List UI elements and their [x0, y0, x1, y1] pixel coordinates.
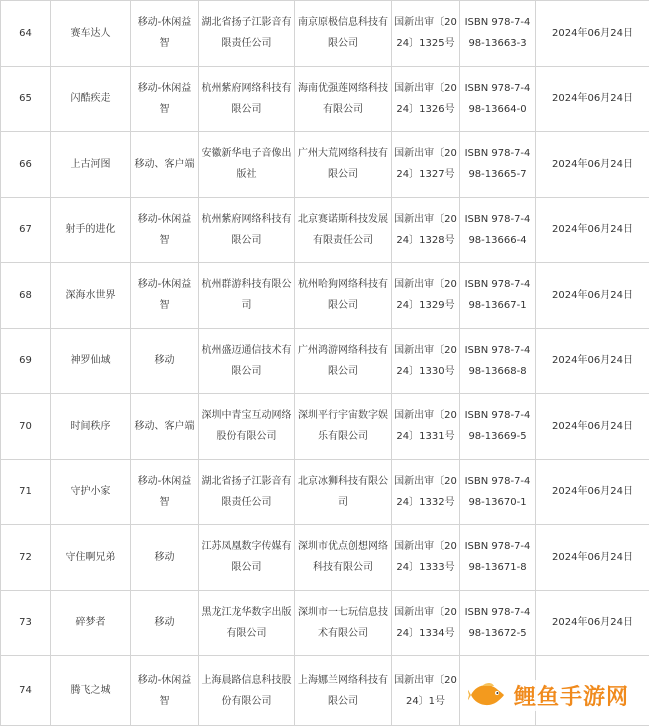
category-cell: 移动 — [131, 328, 199, 394]
operator-cell: 深圳平行宇宙数字娱乐有限公司 — [295, 394, 392, 460]
approval-number-cell: 国新出审〔2024〕1327号 — [392, 132, 460, 198]
category-cell: 移动-休闲益智 — [131, 656, 199, 726]
category-cell: 移动、客户端 — [131, 394, 199, 460]
row-number-cell: 72 — [1, 525, 51, 591]
operator-cell: 深圳市优点创想网络科技有限公司 — [295, 525, 392, 591]
publisher-cell: 上海晨路信息科技股份有限公司 — [199, 656, 295, 726]
operator-cell: 北京冰狮科技有限公司 — [295, 459, 392, 525]
approval-number-cell: 国新出审〔2024〕1332号 — [392, 459, 460, 525]
row-number-cell: 73 — [1, 590, 51, 656]
row-number-cell: 69 — [1, 328, 51, 394]
approval-date-cell: 2024年06月24日 — [536, 263, 649, 329]
table-row — [1, 328, 649, 394]
category-cell: 移动-休闲益智 — [131, 66, 199, 132]
approval-number-cell: 国新出审〔2024〕1334号 — [392, 590, 460, 656]
isbn-cell: ISBN 978-7-498-13663-3 — [460, 1, 536, 67]
site-watermark — [468, 675, 631, 715]
isbn-cell: ISBN 978-7-498-13664-0 — [460, 66, 536, 132]
game-name-cell: 守护小家 — [51, 459, 131, 525]
publisher-cell: 杭州紫府网络科技有限公司 — [199, 66, 295, 132]
game-name-cell: 碎梦者 — [51, 590, 131, 656]
approval-date-cell: 2024年06月24日 — [536, 1, 649, 67]
row-number-cell: 66 — [1, 132, 51, 198]
category-cell: 移动-休闲益智 — [131, 1, 199, 67]
table-row — [1, 132, 649, 198]
game-name-cell: 时间秩序 — [51, 394, 131, 460]
operator-cell: 广州大荒网络科技有限公司 — [295, 132, 392, 198]
approval-number-cell: 国新出审〔2024〕1325号 — [392, 1, 460, 67]
category-cell: 移动-休闲益智 — [131, 263, 199, 329]
isbn-cell: ISBN 978-7-498-13666-4 — [460, 197, 536, 263]
category-cell: 移动、客户端 — [131, 132, 199, 198]
row-number-cell: 70 — [1, 394, 51, 460]
approval-number-cell: 国新出审〔2024〕1333号 — [392, 525, 460, 591]
publisher-cell: 湖北省扬子江影音有限责任公司 — [199, 1, 295, 67]
operator-cell: 上海娜兰网络科技有限公司 — [295, 656, 392, 726]
approval-number-cell: 国新出审〔2024〕1331号 — [392, 394, 460, 460]
table-row — [1, 197, 649, 263]
approval-number-cell: 国新出审〔2024〕1329号 — [392, 263, 460, 329]
carp-fish-icon — [468, 680, 506, 710]
table-row — [1, 590, 649, 656]
publisher-cell: 湖北省扬子江影音有限责任公司 — [199, 459, 295, 525]
publisher-cell: 杭州群游科技有限公司 — [199, 263, 295, 329]
approval-number-cell: 国新出审〔2024〕1330号 — [392, 328, 460, 394]
table-row — [1, 263, 649, 329]
publisher-cell: 安徽新华电子音像出版社 — [199, 132, 295, 198]
isbn-cell: ISBN 978-7-498-13672-5 — [460, 590, 536, 656]
row-number-cell: 65 — [1, 66, 51, 132]
publisher-cell: 黑龙江龙华数字出版有限公司 — [199, 590, 295, 656]
approval-date-cell: 2024年06月24日 — [536, 459, 649, 525]
game-name-cell: 守住啊兄弟 — [51, 525, 131, 591]
publisher-cell: 杭州盛迈通信技术有限公司 — [199, 328, 295, 394]
approval-number-cell: 国新出审〔2024〕1326号 — [392, 66, 460, 132]
operator-cell: 广州鸿游网络科技有限公司 — [295, 328, 392, 394]
approval-number-cell: 国新出审〔2024〕1328号 — [392, 197, 460, 263]
isbn-cell: ISBN 978-7-498-13670-1 — [460, 459, 536, 525]
table-row — [1, 459, 649, 525]
publisher-cell: 深圳中青宝互动网络股份有限公司 — [199, 394, 295, 460]
approval-date-cell: 2024年06月24日 — [536, 394, 649, 460]
approval-date-cell: 2024年06月24日 — [536, 328, 649, 394]
table-row — [1, 525, 649, 591]
approval-date-cell: 2024年06月24日 — [536, 197, 649, 263]
game-name-cell: 射手的进化 — [51, 197, 131, 263]
table-row — [1, 1, 649, 67]
approval-date-cell: 2024年06月24日 — [536, 525, 649, 591]
table-row — [1, 394, 649, 460]
game-name-cell: 腾飞之城 — [51, 656, 131, 726]
operator-cell: 海南优强莲网络科技有限公司 — [295, 66, 392, 132]
table-body — [1, 1, 649, 726]
category-cell: 移动 — [131, 590, 199, 656]
approval-date-cell: 2024年06月24日 — [536, 590, 649, 656]
row-number-cell: 67 — [1, 197, 51, 263]
category-cell: 移动 — [131, 525, 199, 591]
table-row — [1, 66, 649, 132]
approval-date-cell: 2024年06月24日 — [536, 66, 649, 132]
row-number-cell: 71 — [1, 459, 51, 525]
publisher-cell: 江苏凤凰数字传媒有限公司 — [199, 525, 295, 591]
isbn-cell: ISBN 978-7-498-13669-5 — [460, 394, 536, 460]
game-name-cell: 闪酷疾走 — [51, 66, 131, 132]
isbn-cell: ISBN 978-7-498-13668-8 — [460, 328, 536, 394]
approval-number-cell: 国新出审〔2024〕1号 — [392, 656, 460, 726]
category-cell: 移动-休闲益智 — [131, 197, 199, 263]
isbn-cell: ISBN 978-7-498-13665-7 — [460, 132, 536, 198]
approval-date-cell: 2024年06月24日 — [536, 132, 649, 198]
operator-cell: 杭州哈狗网络科技有限公司 — [295, 263, 392, 329]
isbn-cell: ISBN 978-7-498-13671-8 — [460, 525, 536, 591]
operator-cell: 北京赛诺斯科技发展有限责任公司 — [295, 197, 392, 263]
isbn-cell: ISBN 978-7-498-13667-1 — [460, 263, 536, 329]
watermark-text: 鲤鱼手游网 — [512, 680, 631, 711]
game-name-cell: 赛车达人 — [51, 1, 131, 67]
category-cell: 移动-休闲益智 — [131, 459, 199, 525]
game-name-cell: 上古河图 — [51, 132, 131, 198]
row-number-cell: 64 — [1, 1, 51, 67]
game-name-cell: 神罗仙域 — [51, 328, 131, 394]
game-name-cell: 深海水世界 — [51, 263, 131, 329]
operator-cell: 深圳市一七玩信息技术有限公司 — [295, 590, 392, 656]
operator-cell: 南京原极信息科技有限公司 — [295, 1, 392, 67]
publisher-cell: 杭州紫府网络科技有限公司 — [199, 197, 295, 263]
row-number-cell: 74 — [1, 656, 51, 726]
row-number-cell: 68 — [1, 263, 51, 329]
